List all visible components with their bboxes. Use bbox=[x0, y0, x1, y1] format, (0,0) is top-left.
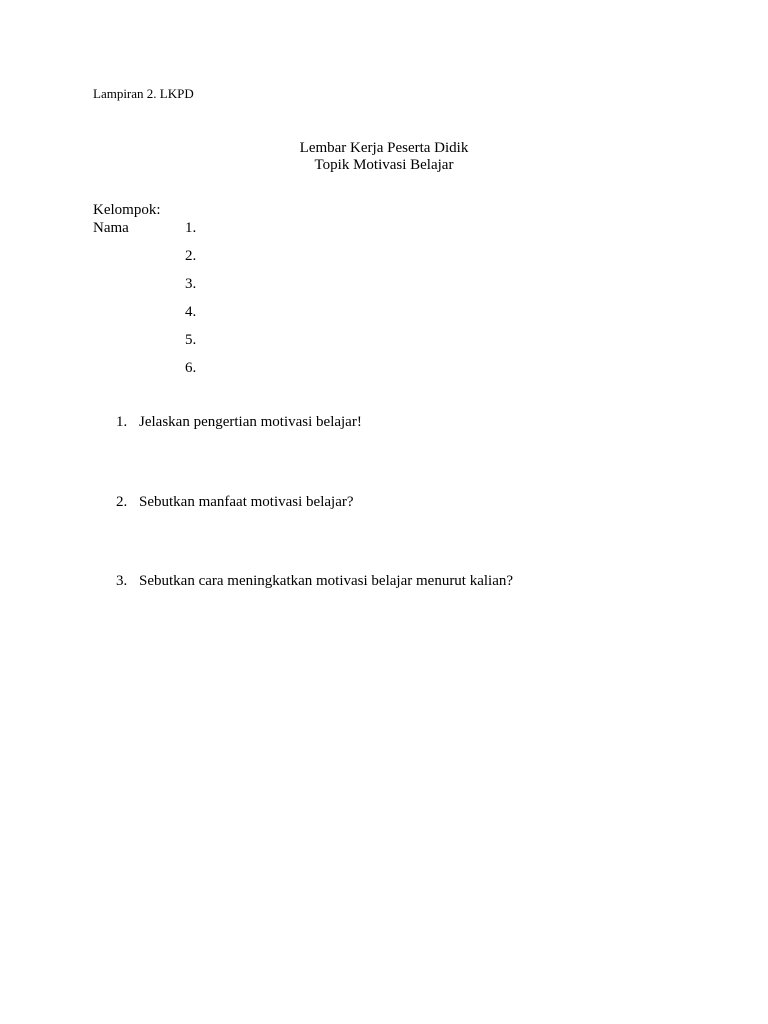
page-subtitle: Topik Motivasi Belajar bbox=[314, 157, 454, 173]
name-label: Nama bbox=[93, 220, 129, 236]
member-item: 1. bbox=[185, 220, 197, 236]
question-item bbox=[116, 572, 513, 590]
question-item bbox=[116, 413, 362, 431]
member-item: 2. bbox=[185, 248, 197, 264]
question-number: 3. bbox=[116, 573, 128, 589]
question-number: 1. bbox=[116, 414, 128, 430]
page-title: Lembar Kerja Peserta Didik bbox=[299, 140, 469, 156]
attachment-label: Lampiran 2. LKPD bbox=[93, 86, 194, 101]
question-text: Jelaskan pengertian motivasi belajar! bbox=[139, 414, 362, 430]
question-item bbox=[116, 493, 354, 511]
title-block bbox=[0, 140, 768, 174]
member-item: 4. bbox=[185, 304, 197, 320]
question-text: Sebutkan cara meningkatkan motivasi belajar menurut kalian? bbox=[139, 573, 514, 589]
question-number: 2. bbox=[116, 494, 128, 510]
member-list bbox=[185, 219, 196, 387]
member-item: 3. bbox=[185, 276, 197, 292]
member-item: 6. bbox=[185, 360, 197, 376]
group-label: Kelompok: bbox=[93, 202, 161, 218]
question-text: Sebutkan manfaat motivasi belajar? bbox=[139, 494, 354, 510]
member-item: 5. bbox=[185, 332, 197, 348]
